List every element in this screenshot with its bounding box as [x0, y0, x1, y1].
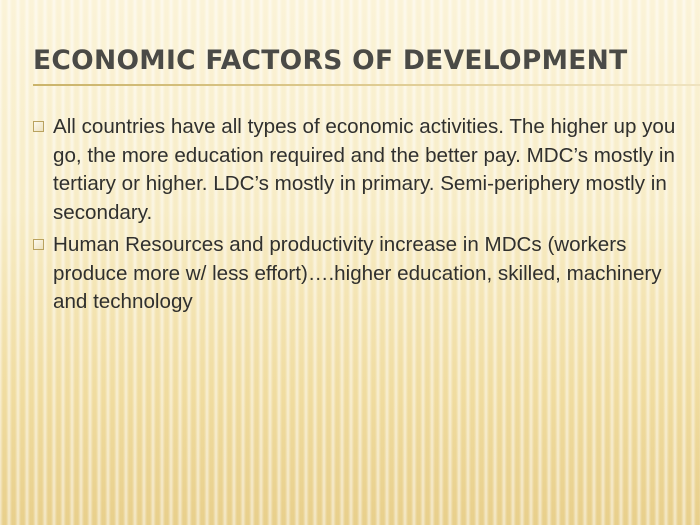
list-item [33, 113, 678, 227]
list-item-text: All countries have all types of economic activities. The higher up you go, the more education required and the better pay. MDC’s mostly in tertiary or higher. LDC’s mostly in primary. Semi-periphery mostly in secondary. [53, 115, 676, 224]
slide-title-container [33, 47, 682, 75]
slide-body [33, 113, 678, 321]
page-title: ECONOMIC FACTORS OF DEVELOPMENT [33, 45, 628, 76]
square-bullet-icon [33, 121, 44, 132]
list-item [33, 231, 678, 317]
title-divider [33, 84, 700, 86]
list-item-text: Human Resources and productivity increase in MDCs (workers produce more w/ less effort)….higher education, skilled, machinery and technology [53, 233, 662, 314]
square-bullet-icon [33, 239, 44, 250]
